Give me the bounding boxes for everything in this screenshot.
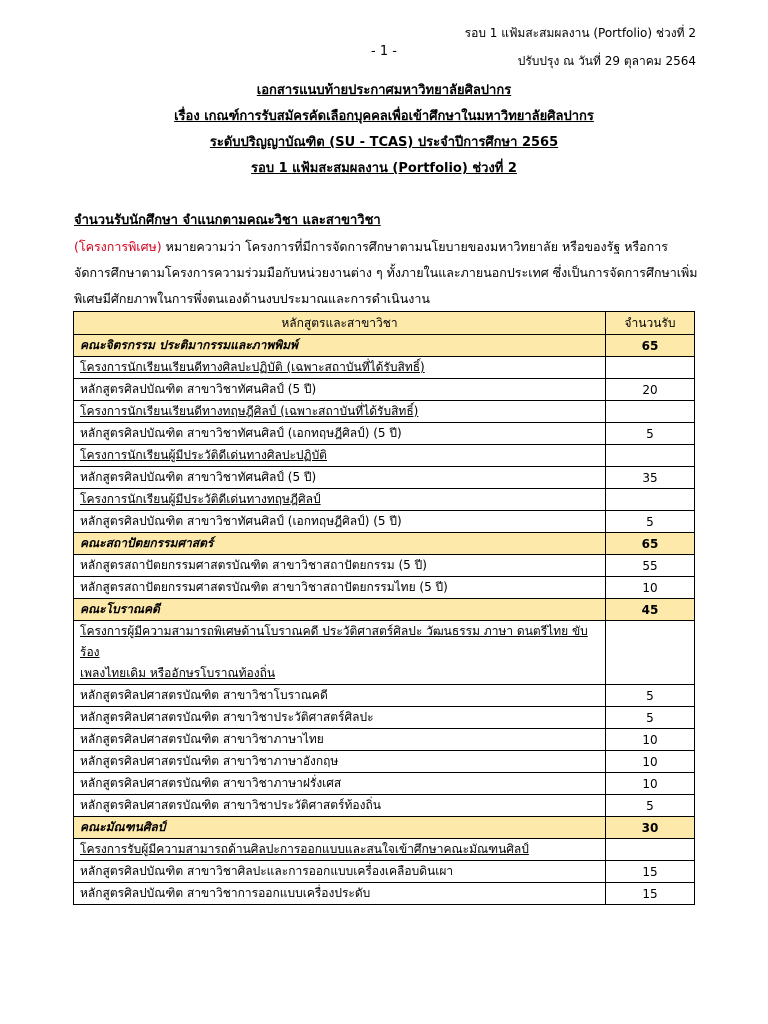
quota-cell: 10 bbox=[606, 729, 695, 751]
quota-cell bbox=[606, 401, 695, 423]
program-row bbox=[74, 707, 695, 729]
program-name: หลักสูตรศิลปบัณฑิต สาขาวิชาทัศนศิลป์ (5 ปี) bbox=[74, 379, 606, 401]
faculty-name: คณะมัณฑนศิลป์ bbox=[74, 817, 606, 839]
program-name: หลักสูตรสถาปัตยกรรมศาสตรบัณฑิต สาขาวิชาสถาปัตยกรรม (5 ปี) bbox=[74, 555, 606, 577]
project-name-line-2: เพลงไทยเดิม หรืออักษรโบราณท้องถิ่น bbox=[80, 666, 276, 680]
program-name: หลักสูตรศิลปศาสตรบัณฑิต สาขาวิชาประวัติศาสตร์ท้องถิ่น bbox=[74, 795, 606, 817]
title-line-1: เอกสารแนบท้ายประกาศมหาวิทยาลัยศิลปากร bbox=[256, 83, 512, 98]
project-name: โครงการนักเรียนเรียนดีทางทฤษฎีศิลป์ (เฉพาะสถาบันที่ได้รับสิทธิ์) bbox=[74, 401, 606, 423]
section-heading: จำนวนรับนักศึกษา จำแนกตามคณะวิชา และสาขาวิชา bbox=[74, 213, 381, 228]
quota-cell: 5 bbox=[606, 511, 695, 533]
program-name: หลักสูตรศิลปศาสตรบัณฑิต สาขาวิชาภาษาอังกฤษ bbox=[74, 751, 606, 773]
quota-cell: 35 bbox=[606, 467, 695, 489]
quota-cell: 5 bbox=[606, 795, 695, 817]
quota-cell: 5 bbox=[606, 423, 695, 445]
quota-cell: 10 bbox=[606, 751, 695, 773]
quota-cell: 20 bbox=[606, 379, 695, 401]
faculty-name: คณะสถาปัตยกรรมศาสตร์ bbox=[74, 533, 606, 555]
quota-cell: 30 bbox=[606, 817, 695, 839]
program-name: หลักสูตรศิลปบัณฑิต สาขาวิชาศิลปะและการออกแบบเครื่องเคลือบดินเผา bbox=[74, 861, 606, 883]
program-row bbox=[74, 685, 695, 707]
program-row bbox=[74, 795, 695, 817]
project-row bbox=[74, 621, 695, 685]
project-name-line-1: โครงการผู้มีความสามารถพิเศษด้านโบราณคดี ประวัติศาสตร์ศิลปะ วัฒนธรรม ภาษา ดนตรีไทย ขับร้อง bbox=[80, 624, 588, 659]
program-row bbox=[74, 577, 695, 599]
program-row bbox=[74, 379, 695, 401]
quota-cell bbox=[606, 445, 695, 467]
quota-cell: 5 bbox=[606, 707, 695, 729]
table-header-row bbox=[74, 312, 695, 335]
faculty-row bbox=[74, 817, 695, 839]
project-name bbox=[74, 621, 606, 685]
quota-cell: 65 bbox=[606, 335, 695, 357]
quota-column-header: จำนวนรับ bbox=[606, 312, 695, 335]
faculty-row bbox=[74, 599, 695, 621]
quota-cell: 5 bbox=[606, 685, 695, 707]
revision-date: ปรับปรุง ณ วันที่ 29 ตุลาคม 2564 bbox=[517, 54, 696, 68]
program-row bbox=[74, 555, 695, 577]
quota-cell: 55 bbox=[606, 555, 695, 577]
faculty-name: คณะจิตรกรรม ประติมากรรมและภาพพิมพ์ bbox=[74, 335, 606, 357]
quota-cell: 10 bbox=[606, 773, 695, 795]
title-line-2: เรื่อง เกณฑ์การรับสมัครคัดเลือกบุคคลเพื่อเข้าศึกษาในมหาวิทยาลัยศิลปากร bbox=[174, 109, 594, 124]
program-row bbox=[74, 773, 695, 795]
project-row bbox=[74, 445, 695, 467]
quota-cell bbox=[606, 357, 695, 379]
quota-cell bbox=[606, 839, 695, 861]
program-name: หลักสูตรศิลปศาสตรบัณฑิต สาขาวิชาภาษาฝรั่งเศส bbox=[74, 773, 606, 795]
program-row bbox=[74, 423, 695, 445]
project-name: โครงการรับผู้มีความสามารถด้านศิลปะการออกแบบและสนใจเข้าศึกษาคณะมัณฑนศิลป์ bbox=[74, 839, 606, 861]
program-column-header: หลักสูตรและสาขาวิชา bbox=[74, 312, 606, 335]
program-name: หลักสูตรศิลปศาสตรบัณฑิต สาขาวิชาภาษาไทย bbox=[74, 729, 606, 751]
program-row bbox=[74, 861, 695, 883]
project-row bbox=[74, 357, 695, 379]
document-titles bbox=[0, 78, 768, 182]
title-line-4: รอบ 1 แฟ้มสะสมผลงาน (Portfolio) ช่วงที่ 2 bbox=[251, 161, 517, 176]
admission-quota-table bbox=[73, 311, 695, 905]
program-name: หลักสูตรศิลปบัณฑิต สาขาวิชาทัศนศิลป์ (เอกทฤษฎีศิลป์) (5 ปี) bbox=[74, 423, 606, 445]
project-name: โครงการนักเรียนเรียนดีทางศิลปะปฏิบัติ (เฉพาะสถาบันที่ได้รับสิทธิ์) bbox=[74, 357, 606, 379]
quota-cell: 10 bbox=[606, 577, 695, 599]
program-row bbox=[74, 511, 695, 533]
table-body bbox=[74, 335, 695, 905]
program-row bbox=[74, 467, 695, 489]
project-name: โครงการนักเรียนผู้มีประวัติดีเด่นทางศิลปะปฏิบัติ bbox=[74, 445, 606, 467]
program-name: หลักสูตรศิลปศาสตรบัณฑิต สาขาวิชาโบราณคดี bbox=[74, 685, 606, 707]
project-row bbox=[74, 489, 695, 511]
program-name: หลักสูตรศิลปบัณฑิต สาขาวิชาการออกแบบเครื่องประดับ bbox=[74, 883, 606, 905]
project-name: โครงการนักเรียนผู้มีประวัติดีเด่นทางทฤษฎีศิลป์ bbox=[74, 489, 606, 511]
quota-cell: 45 bbox=[606, 599, 695, 621]
page-number: - 1 - bbox=[371, 44, 397, 59]
program-name: หลักสูตรศิลปบัณฑิต สาขาวิชาทัศนศิลป์ (เอกทฤษฎีศิลป์) (5 ปี) bbox=[74, 511, 606, 533]
program-row bbox=[74, 729, 695, 751]
title-line-3: ระดับปริญญาบัณฑิต (SU - TCAS) ประจำปีการศึกษา 2565 bbox=[209, 135, 559, 150]
faculty-row bbox=[74, 335, 695, 357]
program-name: หลักสูตรสถาปัตยกรรมศาสตรบัณฑิต สาขาวิชาสถาปัตยกรรมไทย (5 ปี) bbox=[74, 577, 606, 599]
program-name: หลักสูตรศิลปบัณฑิต สาขาวิชาทัศนศิลป์ (5 ปี) bbox=[74, 467, 606, 489]
faculty-name: คณะโบราณคดี bbox=[74, 599, 606, 621]
quota-cell: 15 bbox=[606, 883, 695, 905]
round-label: รอบ 1 แฟ้มสะสมผลงาน (Portfolio) ช่วงที่ 2 bbox=[464, 26, 696, 40]
program-row bbox=[74, 883, 695, 905]
special-project-definition bbox=[74, 234, 700, 312]
quota-cell: 15 bbox=[606, 861, 695, 883]
quota-cell bbox=[606, 489, 695, 511]
program-row bbox=[74, 751, 695, 773]
faculty-row bbox=[74, 533, 695, 555]
project-row bbox=[74, 401, 695, 423]
special-project-term: (โครงการพิเศษ) bbox=[74, 239, 162, 254]
quota-cell bbox=[606, 621, 695, 685]
definition-text: หมายความว่า โครงการที่มีการจัดการศึกษาตามนโยบายของมหาวิทยาลัย หรือของรัฐ หรือการจัดการศึกษาตามโครงการความร่วมมือกับหน่วยงานต่าง ๆ ทั้งภายในและภายนอกประเทศ ซึ่งเป็นการจัดการศึกษาเพิ่มพิเศษมีศักยภาพในการพึ่งตนเองด้านงบประมาณและการดำเนินงาน bbox=[74, 239, 698, 306]
project-row bbox=[74, 839, 695, 861]
quota-cell: 65 bbox=[606, 533, 695, 555]
program-name: หลักสูตรศิลปศาสตรบัณฑิต สาขาวิชาประวัติศาสตร์ศิลปะ bbox=[74, 707, 606, 729]
